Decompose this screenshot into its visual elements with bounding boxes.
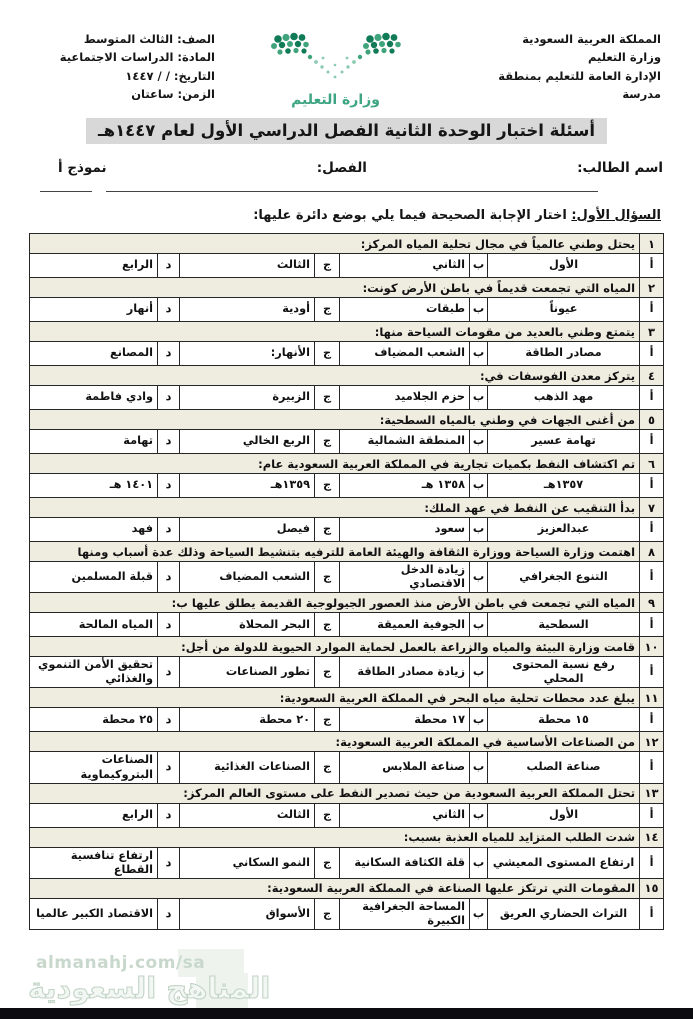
option-letter: ج [315,430,340,454]
option-letter: د [158,562,180,593]
option-text: صناعة الملابس [340,752,470,783]
question-number: ٣ [640,322,664,342]
option-letter: ب [470,898,488,929]
option-text: أنهار [30,298,158,322]
option-text: المساحة الجغرافية الكبيرة [340,898,470,929]
option-letter: د [158,342,180,366]
option-text: الجوفية العميقة [340,613,470,637]
answer-row [30,847,664,878]
option-text: حزم الجلاميد [340,386,470,410]
question-text: يحتل وطني عالمياً في مجال تحلية المياه المركز: [30,234,640,254]
option-text: أودية [180,298,315,322]
question-text: تم اكتشاف النفط بكميات تجارية في المملكة العربية السعودية عام: [30,454,640,474]
question-number: ١٥ [640,878,664,898]
option-text: ارتفاع المستوى المعيشي [488,847,640,878]
option-letter: د [158,474,180,498]
question-number: ١٤ [640,827,664,847]
student-info-row [30,160,663,176]
question-number: ٥ [640,410,664,430]
header-school-line: مدرسة [622,87,661,102]
option-letter: ب [470,803,488,827]
question-text: يتركز معدن الفوسفات في: [30,366,640,386]
option-letter: ب [470,847,488,878]
option-text: ارتفاع تنافسية القطاع [30,847,158,878]
student-name-label: اسم الطالب: [577,160,663,176]
option-text: ١٤٠١ هـ [30,474,158,498]
option-text: التراث الحضاري العريق [488,898,640,929]
option-letter: د [158,752,180,783]
class-label: الفصل: [316,160,367,176]
option-letter: أ [640,298,664,322]
option-letter: ج [315,613,340,637]
answer-row [30,254,664,278]
question-number: ٢ [640,278,664,298]
option-letter: د [158,298,180,322]
question-row [30,542,664,562]
option-letter: ب [470,386,488,410]
header-ministry-block [456,30,661,104]
option-text: فيصل [180,518,315,542]
question-number: ٨ [640,542,664,562]
question-number: ١١ [640,688,664,708]
header-ministry-line: وزارة التعليم [588,50,661,65]
question-row [30,234,664,254]
option-text: الزبيرة [180,386,315,410]
option-text: الربع الخالي [180,430,315,454]
questions-body [30,234,664,930]
answer-row [30,657,664,688]
fill-in-lines [40,190,598,192]
exam-grade-line: الصف: الثالث المتوسط [83,32,215,46]
option-letter: ب [470,562,488,593]
option-text: تهامة عسير [488,430,640,454]
option-text: الاقتصاد الكبير عالميا [30,898,158,929]
bottom-black-bar [0,1008,693,1019]
option-letter: ج [315,562,340,593]
question-row [30,688,664,708]
watermark-site-url: almanahj.com/sa [36,953,206,974]
option-letter: أ [640,847,664,878]
question-text: المياه التي تجمعت قديماً في باطن الأرض كونت: [30,278,640,298]
option-text: الشعب المضياف [180,562,315,593]
answer-row [30,898,664,929]
option-text: المنطقة الشمالية [340,430,470,454]
watermark-brand-logo: المناهج السعودية [28,971,271,1006]
option-letter: د [158,898,180,929]
question-text: بدأ التنقيب عن النفط في عهد الملك: [30,498,640,518]
option-text: تحقيق الأمن التنموي والغذائي [30,657,158,688]
question-row [30,732,664,752]
exam-date-line: التاريخ: / / ١٤٤٧ [125,68,215,83]
ministry-wordmark: وزارة التعليم [291,92,380,108]
option-letter: أ [640,898,664,929]
option-letter: ج [315,708,340,732]
option-letter: أ [640,342,664,366]
exam-duration-line: الزمن: ساعتان [131,87,215,102]
option-letter: أ [640,613,664,637]
option-letter: ب [470,474,488,498]
question-text: قامت وزارة البيئة والمياه والزراعة بالعمل لحماية الموارد الحيوية للدولة من أجل: [30,637,640,657]
option-letter: أ [640,657,664,688]
question-text: شدت الطلب المتزايد للمياه العذبة بسبب: [30,827,640,847]
option-letter: أ [640,386,664,410]
option-text: زيادة الدخل الاقتصادي [340,562,470,593]
option-text: مصادر الطاقة [488,342,640,366]
question-number: ١٠ [640,637,664,657]
option-letter: د [158,847,180,878]
option-text: الثالث [180,254,315,278]
question-text: يبلغ عدد محطات تحلية مياه البحر في المملكة العربية السعودية: [30,688,640,708]
option-letter: أ [640,254,664,278]
questions-table [29,233,664,930]
question-text: تحتل المملكة العربية السعودية من حيث تصدير النفط على مستوى العالم المركز: [30,783,640,803]
section-instruction-text: اختار الإجابة الصحيحة فيما يلي بوضع دائرة عليها: [253,208,567,223]
option-text: الأول [488,803,640,827]
answer-row [30,298,664,322]
exam-title: أسئلة اختبار الوحدة الثانية الفصل الدراسي الأول لعام ١٤٤٧هـ [86,118,607,144]
section-instruction [30,208,661,223]
option-text: المصانع [30,342,158,366]
question-row [30,410,664,430]
answer-row [30,562,664,593]
option-letter: ب [470,613,488,637]
header-country-line: المملكة العربية السعودية [522,32,661,46]
question-row [30,278,664,298]
question-text: المقومات التي ترتكز عليها الصناعة في المملكة العربية السعودية: [30,878,640,898]
question-text: من الصناعات الأساسية في المملكة العربية السعودية: [30,732,640,752]
question-number: ١٢ [640,732,664,752]
option-letter: د [158,657,180,688]
option-text: الأول [488,254,640,278]
answer-row [30,386,664,410]
option-letter: أ [640,708,664,732]
option-text: الشعب المضياف [340,342,470,366]
question-number: ١ [640,234,664,254]
question-text: المياه التي تجمعت في باطن الأرض منذ العصور الجيولوجية القديمة يطلق عليها ب: [30,593,640,613]
option-text: الأسواق [180,898,315,929]
option-text: السطحية [488,613,640,637]
ministry-logo [251,30,421,108]
option-letter: ج [315,803,340,827]
option-text: ١٣٥٨ هـ [340,474,470,498]
option-text: عيوناً [488,298,640,322]
option-text: وادي فاطمة [30,386,158,410]
option-text: المياه المالحة [30,613,158,637]
option-letter: ب [470,298,488,322]
option-text: الرابع [30,254,158,278]
question-row [30,593,664,613]
section-label: السؤال الأول: [571,208,661,223]
option-text: رفع نسبة المحتوى المحلي [488,657,640,688]
class-blank-line [40,190,92,192]
option-letter: ب [470,254,488,278]
question-text: من أغنى الجهات في وطني بالمياه السطحية: [30,410,640,430]
option-text: الصناعات البتروكيماوية [30,752,158,783]
option-text: النمو السكاني [180,847,315,878]
answer-row [30,430,664,454]
option-text: تهامة [30,430,158,454]
option-letter: د [158,803,180,827]
option-letter: ج [315,474,340,498]
option-letter: ج [315,342,340,366]
option-letter: أ [640,474,664,498]
option-text: ١٥ محطة [488,708,640,732]
option-text: ١٧ محطة [340,708,470,732]
option-text: الثالث [180,803,315,827]
option-text: تطور الصناعات [180,657,315,688]
option-text: الأنهار: [180,342,315,366]
option-letter: ب [470,430,488,454]
header-directorate-line: الإدارة العامة للتعليم بمنطقة [498,68,661,83]
option-text: قلة الكثافة السكانية [340,847,470,878]
option-text: فهد [30,518,158,542]
variant-label: نموذج أ [58,160,107,176]
almanahj-watermark [28,953,270,1005]
option-text: مهد الذهب [488,386,640,410]
question-number: ٧ [640,498,664,518]
question-row [30,637,664,657]
exam-subject-line: المادة: الدراسات الاجتماعية [59,50,215,65]
option-letter: ج [315,518,340,542]
option-text: عبدالعزيز [488,518,640,542]
option-letter: أ [640,803,664,827]
option-letter: أ [640,430,664,454]
option-text: ١٣٥٧هـ [488,474,640,498]
option-text: زيادة مصادر الطاقة [340,657,470,688]
option-letter: ب [470,518,488,542]
question-text: اهتمت وزارة السياحة ووزارة الثقافة والهيئة العامة للترفيه بتنشيط السياحة وذلك عدة أسباب ومنها [30,542,640,562]
question-number: ٩ [640,593,664,613]
student-name-blank-line [106,190,598,192]
option-text: الصناعات الغذائية [180,752,315,783]
page-header [0,0,693,108]
option-text: الثاني [340,803,470,827]
option-letter: ج [315,298,340,322]
ministry-logo-dots [261,32,411,84]
option-text: الرابع [30,803,158,827]
answer-row [30,342,664,366]
question-row [30,366,664,386]
option-letter: ج [315,657,340,688]
question-row [30,783,664,803]
option-letter: أ [640,562,664,593]
question-text: يتمتع وطني بالعديد من مقومات السياحة منها: [30,322,640,342]
option-letter: د [158,254,180,278]
answer-row [30,708,664,732]
option-text: ١٣٥٩هـ [180,474,315,498]
answer-row [30,518,664,542]
option-letter: د [158,708,180,732]
option-text: الثاني [340,254,470,278]
exam-title-wrap [0,118,693,144]
option-text: التنوع الجغرافي [488,562,640,593]
option-letter: أ [640,518,664,542]
option-letter: ج [315,898,340,929]
option-text: قبلة المسلمين [30,562,158,593]
answer-row [30,752,664,783]
question-row [30,827,664,847]
option-text: البحر المحلاة [180,613,315,637]
option-letter: ب [470,657,488,688]
option-letter: ج [315,254,340,278]
answer-row [30,474,664,498]
option-text: طبقات [340,298,470,322]
option-letter: ج [315,386,340,410]
option-letter: ج [315,752,340,783]
question-number: ١٣ [640,783,664,803]
question-number: ٦ [640,454,664,474]
option-letter: ب [470,342,488,366]
option-letter: د [158,430,180,454]
option-letter: ب [470,708,488,732]
question-row [30,878,664,898]
option-text: صناعة الصلب [488,752,640,783]
answer-row [30,803,664,827]
question-row [30,498,664,518]
answer-row [30,613,664,637]
option-text: ٢٥ محطة [30,708,158,732]
question-row [30,322,664,342]
option-letter: د [158,518,180,542]
option-letter: د [158,613,180,637]
header-exam-info-block [30,30,215,104]
option-letter: ج [315,847,340,878]
question-row [30,454,664,474]
option-text: سعود [340,518,470,542]
option-letter: أ [640,752,664,783]
option-letter: ب [470,752,488,783]
question-number: ٤ [640,366,664,386]
option-letter: د [158,386,180,410]
option-text: ٢٠ محطة [180,708,315,732]
